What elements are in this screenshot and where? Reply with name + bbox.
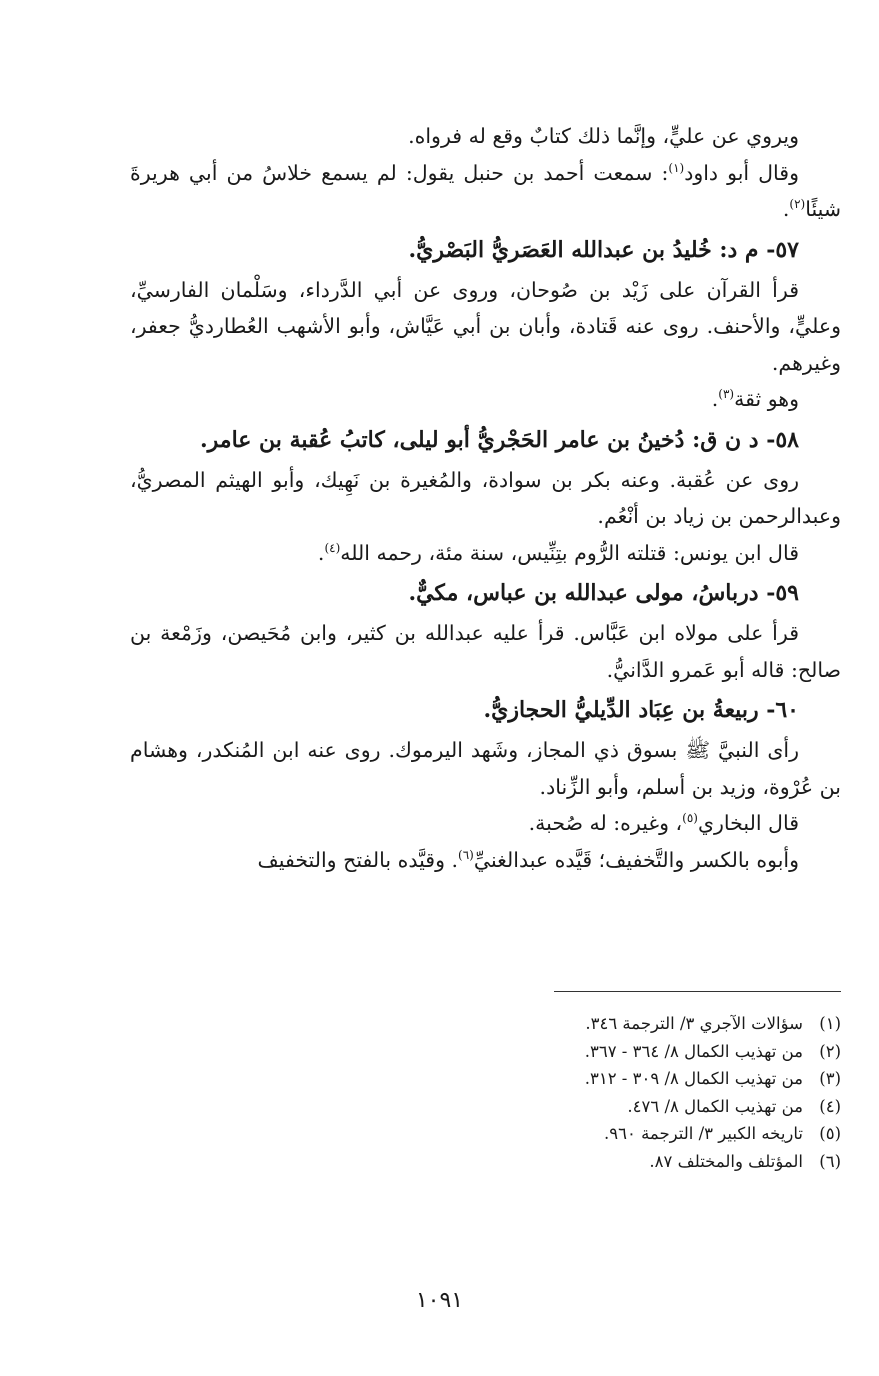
paragraph: قرأ على مولاه ابن عَبَّاس. قرأ عليه عبدالله بن كثير، وابن مُحَيصن، وزَمْعة بن صالح: قاله أبو عَمرو الدَّانيُّ. [130, 621, 841, 682]
paragraph: قرأ القرآن على زَيْد بن صُوحان، وروى عن أبي الدَّرداء، وسَلْمان الفارسيِّ، وعليٍّ، والأحنف. روى عنه قَتادة، وأبان بن أبي عَيَّاش، وأبو الأشهب العُطارديُّ جعفر، وغيرهم. [130, 277, 841, 375]
footnote-ref[interactable]: (٥) [682, 811, 698, 826]
footnote-item [200, 1065, 841, 1093]
text-run: قال البخاري [697, 811, 799, 835]
text-run: . [317, 540, 325, 565]
text-run: وهو ثقة [734, 387, 799, 411]
paragraph: رأى النبيَّ ﷺ بسوق ذي المجاز، وشَهد اليرموك. روى عنه ابن المُنكدر، وهشام بن عُرْوة، وزيد بن أسلم، وأبو الزِّناد. [130, 738, 841, 799]
footnote-ref[interactable]: (٤) [324, 540, 341, 555]
paragraph [130, 381, 841, 418]
footnote-text: سؤالات الآجري ٣/ الترجمة ٣٤٦. [585, 1014, 803, 1033]
entry-heading-57: ٥٧- م د: خُليدُ بن عبدالله العَصَريُّ البَصْريُّ. [408, 236, 799, 263]
text-run: . [782, 197, 790, 221]
footnote-item [200, 1093, 841, 1121]
footnote-separator [554, 991, 841, 992]
footnote-item [200, 1120, 841, 1148]
entry-heading-58: ٥٨- د ن ق: دُخينُ بن عامر الحَجْريُّ أبو ليلى، كاتبُ عُقبة بن عامر. [199, 426, 799, 453]
text-run: قال ابن يونس: قتلته الرُّوم بتِنِّيس، سنة مئة، رحمه الله [340, 540, 799, 565]
footnotes-list [200, 1010, 841, 1175]
footnote-ref[interactable]: (٣) [718, 387, 735, 402]
text-run: . [711, 387, 719, 411]
paragraph [130, 842, 841, 879]
footnote-ref[interactable]: (١) [668, 160, 685, 175]
footnote-text: المؤتلف والمختلف ٨٧. [649, 1151, 803, 1171]
text-run: ، وغيره: له صُحبة. [528, 811, 683, 835]
footnote-number: (٤) [819, 1096, 841, 1116]
text-run: وقال أبو داود [684, 160, 799, 185]
paragraph [130, 118, 841, 155]
footnote-number: (١) [819, 1014, 841, 1033]
paragraph [130, 535, 841, 572]
footnote-number: (٢) [819, 1041, 841, 1061]
footnote-item [200, 1038, 841, 1066]
main-text [130, 118, 841, 878]
footnote-text: من تهذيب الكمال ٨/ ٣٠٩ - ٣١٢. [584, 1069, 803, 1088]
paragraph [130, 805, 841, 842]
footnote-number: (٥) [819, 1124, 841, 1143]
text-run: : سمعت أحمد بن حنبل يقول: لم يسمع خلاسُ من أبي هريرةَ شيئًا [130, 160, 841, 221]
footnote-number: (٣) [819, 1069, 841, 1088]
footnote-ref[interactable]: (٦) [458, 847, 474, 862]
footnote-number: (٦) [819, 1151, 841, 1171]
footnote-text: من تهذيب الكمال ٨/ ٤٧٦. [627, 1096, 803, 1116]
entry-heading-59: ٥٩- درباسُ، مولى عبدالله بن عباس، مكيٌّ. [408, 580, 799, 606]
footnote-text: تاريخه الكبير ٣/ الترجمة ٩٦٠. [603, 1124, 803, 1143]
text-run: . وقيَّده بالفتح والتخفيف [257, 847, 459, 872]
text-line: ويروي عن عليٍّ، وإنَّما ذلك كتابٌ وقع له فرواه. [408, 124, 799, 148]
text-run: وأبوه بالكسر والتَّخفيف؛ قَيَّده عبدالغنيِّ [473, 847, 799, 872]
page-number: ١٠٩١ [415, 1288, 464, 1313]
paragraph: روى عن عُقبة. وعنه بكر بن سوادة، والمُغيرة بن نَهِيك، وأبو الهيثم المصريُّ، وعبدالرحمن بن زياد بن أنْعُم. [130, 467, 841, 528]
footnote-item [200, 1148, 841, 1176]
footnote-text: من تهذيب الكمال ٨/ ٣٦٤ - ٣٦٧. [584, 1041, 803, 1061]
footnote-item [200, 1010, 841, 1038]
paragraph [130, 155, 841, 228]
entry-heading-60: ٦٠- ربيعةُ بن عِبَاد الدِّيليُّ الحجازيُّ. [483, 697, 799, 723]
footnote-ref[interactable]: (٢) [789, 197, 806, 212]
